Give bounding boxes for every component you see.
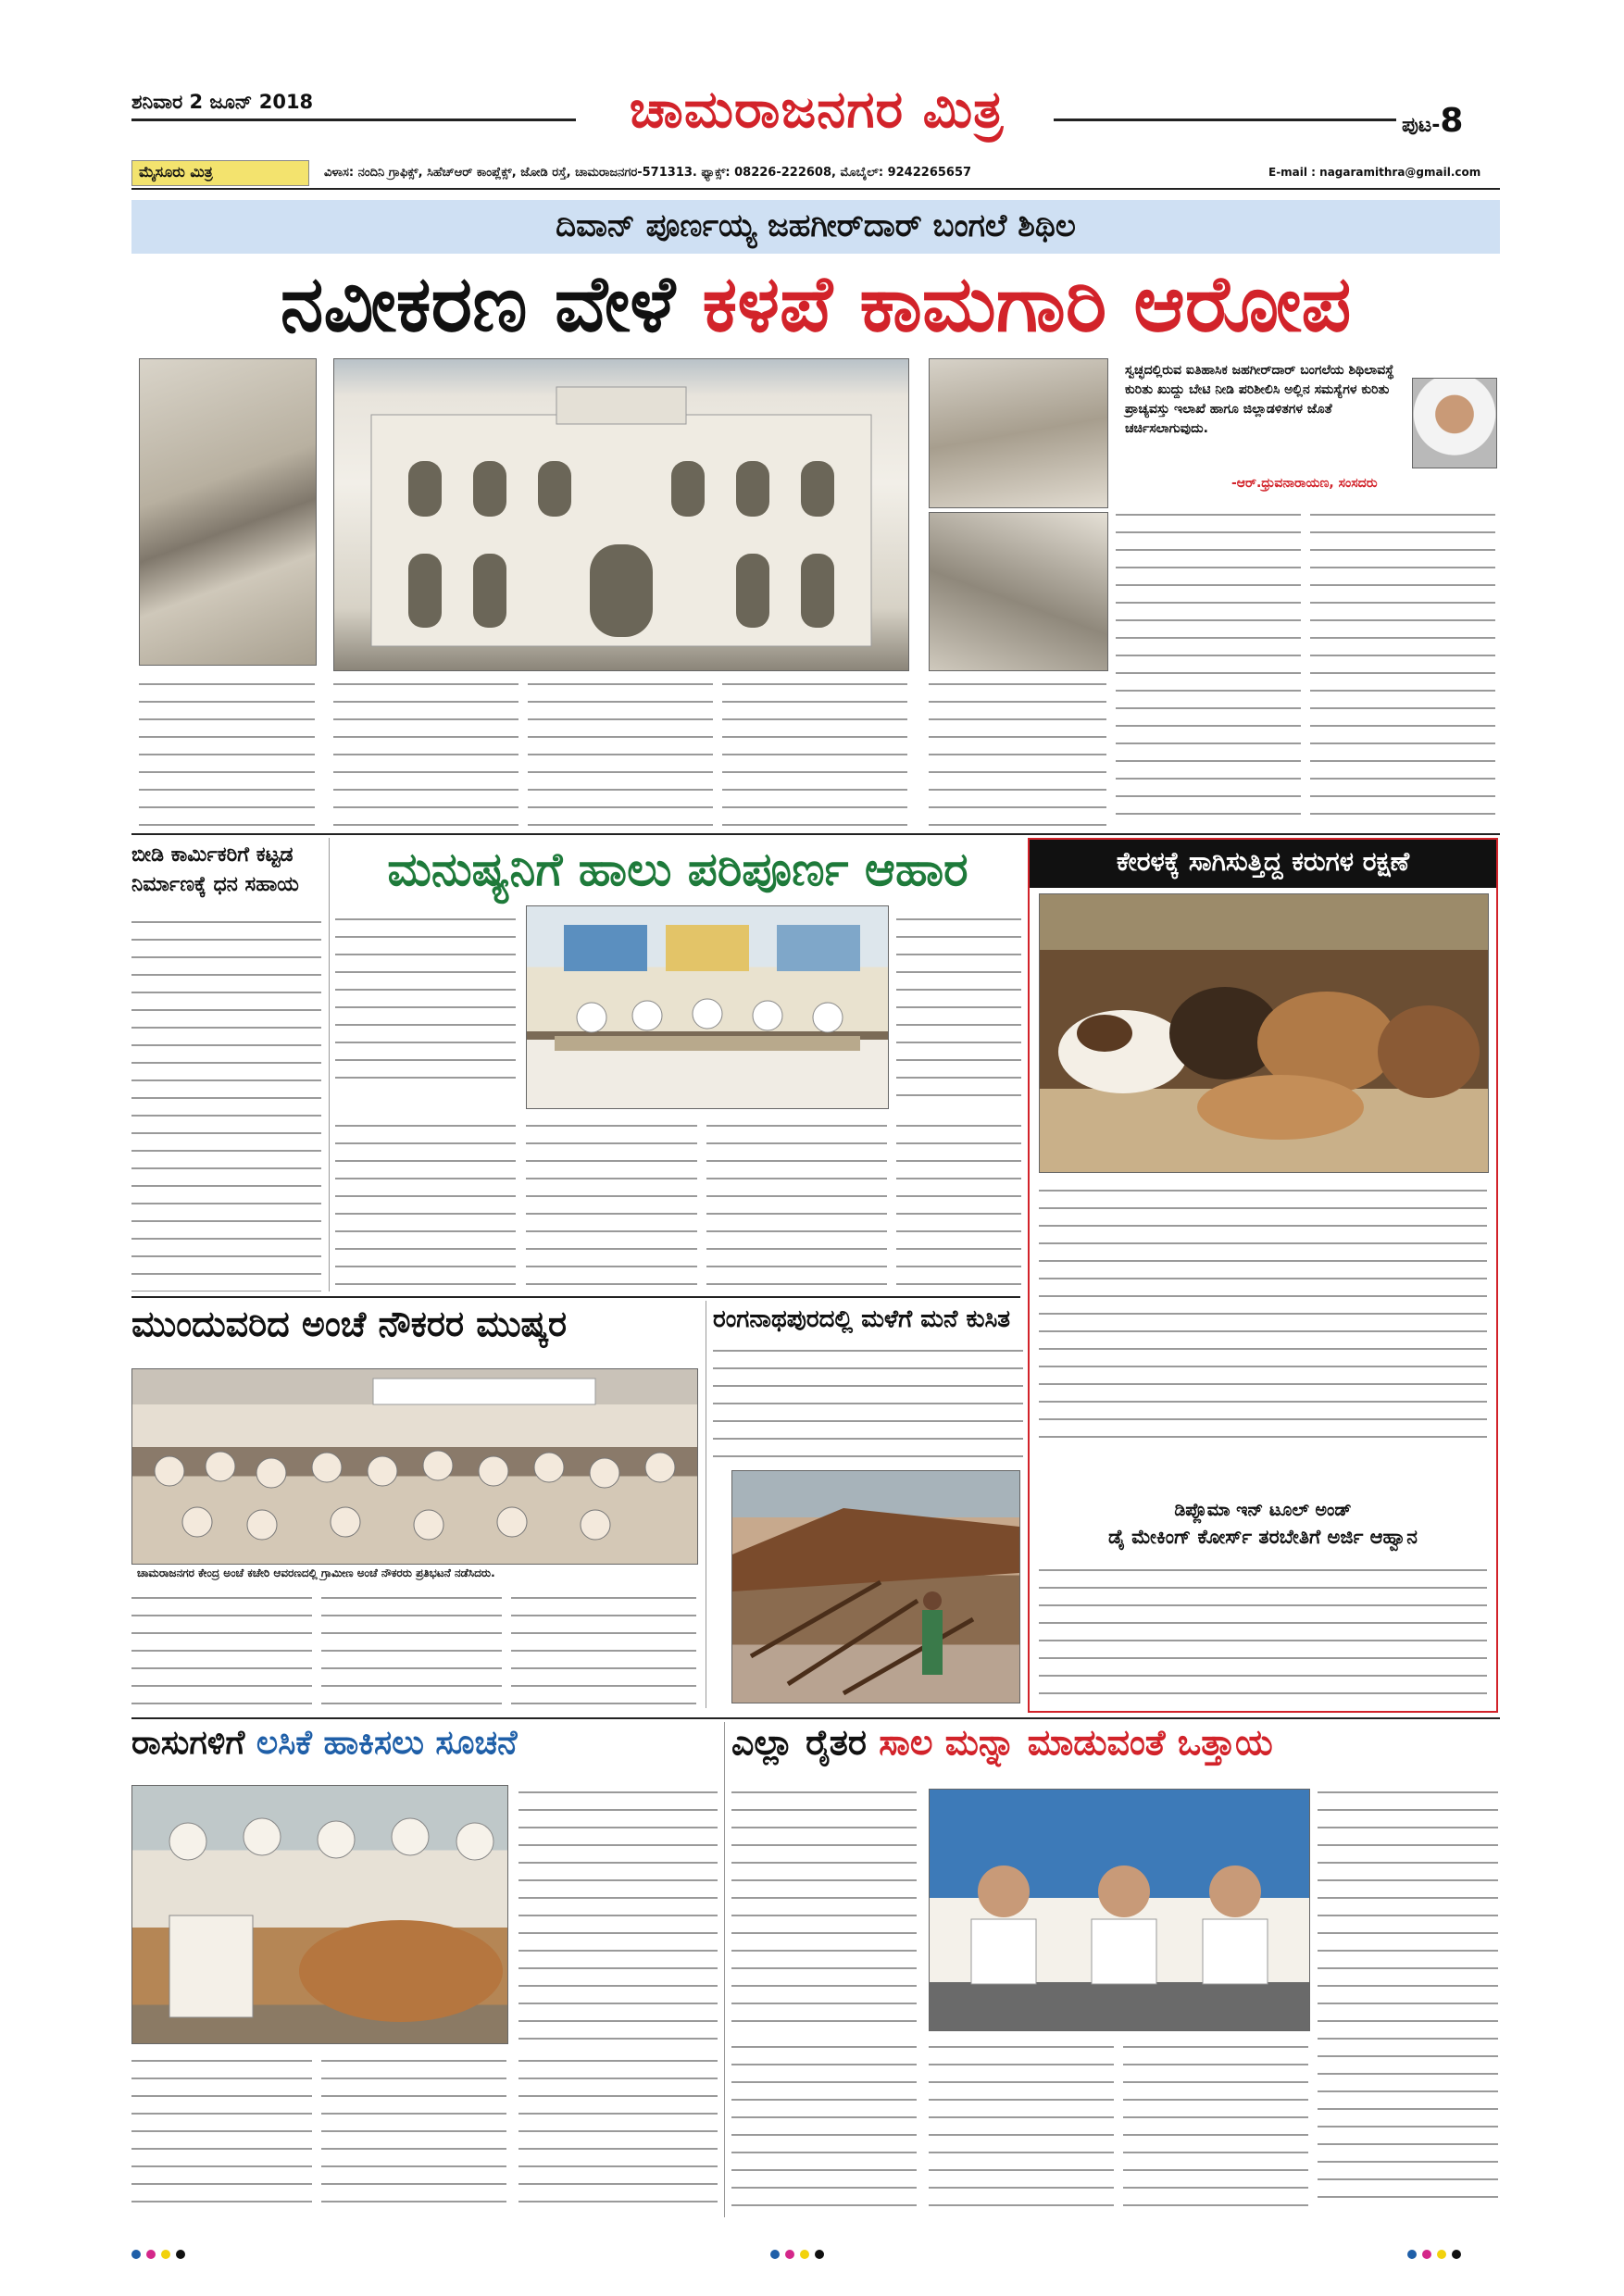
vaccine-headline bbox=[131, 1724, 724, 1763]
vaccine-body-col-4 bbox=[518, 2051, 718, 2213]
bungalow-photo bbox=[333, 358, 909, 671]
loan-body-col-4 bbox=[929, 2037, 1114, 2213]
masthead-bottom-rule bbox=[131, 188, 1500, 190]
edition-label: ಮೈಸೂರು ಮಿತ್ರ bbox=[139, 163, 213, 181]
cattle-vaccination-photo bbox=[131, 1785, 508, 2044]
loan-headline bbox=[731, 1722, 1500, 1764]
newspaper-title: ಚಾಮರಾಜನಗರ ಮಿತ್ರ bbox=[629, 80, 1005, 140]
email-line: E-mail : nagaramithra@gmail.com bbox=[1268, 166, 1481, 179]
rain-body bbox=[713, 1341, 1023, 1466]
mp-portrait bbox=[1412, 378, 1497, 468]
mp-quote-author: -ಆರ್.ಧ್ರುವನಾರಾಯಣ, ಸಂಸದರು bbox=[1231, 476, 1378, 491]
milk-body-col-1 bbox=[335, 909, 516, 1085]
milk-body-col-3 bbox=[335, 1116, 516, 1292]
mp-quote: ಸ್ವಚ್ಛದಲ್ಲಿರುವ ಐತಿಹಾಸಿಕ ಜಹಗೀರ್‌ದಾರ್ ಬಂಗಲೆಯ ಶಿಥಿಲಾವಸ್ಥೆ ಕುರಿತು ಖುದ್ದು ಬೇಟಿ ನೀಡಿ ಪರಿಶೀಲಿಸಿ ಅಲ್ಲಿನ ಸಮಸ್ಯೆಗಳ ಕುರಿತು ಪ್ರಾಚ್ಯವಸ್ತು ಇಲಾಖೆ ಹಾಗೂ ಜಿಲ್ಲಾಡಳಿತಗಳ ಜೊತೆ ಚರ್ಚಿಸಲಾಗುವುದು. bbox=[1125, 363, 1394, 436]
print-registration-left bbox=[131, 2245, 191, 2263]
vaccine-body-col-3 bbox=[321, 2051, 506, 2213]
postal-body-col-3 bbox=[511, 1588, 696, 1708]
postal-body-col-1 bbox=[131, 1588, 312, 1708]
lead-headline bbox=[131, 257, 1500, 350]
milk-event-illustration bbox=[527, 906, 888, 1108]
lead-body-col-5 bbox=[929, 674, 1106, 830]
beedi-headline: ಬೀಡಿ ಕಾರ್ಮಿಕರಿಗೆ ಕಟ್ಟಡ ನಿರ್ಮಾಣಕ್ಕೆ ಧನ ಸಹಾಯ bbox=[131, 843, 299, 896]
postal-protest-illustration bbox=[132, 1369, 697, 1564]
issue-date: ಶನಿವಾರ 2 ಜೂನ್ 2018 bbox=[131, 91, 314, 113]
crack-photo-left bbox=[139, 358, 317, 666]
lead-body-col-4 bbox=[722, 674, 907, 830]
print-registration-center bbox=[770, 2245, 830, 2263]
kerala-body bbox=[1039, 1180, 1487, 1454]
vaccine-headline-blue: ಲಸಿಕೆ ಹಾಕಿಸಲು ಸೂಚನೆ bbox=[256, 1724, 518, 1762]
press-meet-photo bbox=[929, 1789, 1310, 2031]
lead-kicker: ದಿವಾನ್ ಪೂರ್ಣಯ್ಯ ಜಹಗೀರ್‌ದಾರ್ ಬಂಗಲೆ ಶಿಥಿಲ bbox=[556, 207, 1076, 244]
crack-photo-right-bottom bbox=[929, 512, 1108, 671]
diploma-body bbox=[1039, 1560, 1487, 1703]
lead-body-col-6 bbox=[1116, 505, 1301, 829]
beedi-divider bbox=[329, 838, 330, 1292]
print-registration-right bbox=[1407, 2245, 1467, 2263]
loan-headline-red: ಸಾಲ ಮನ್ನಾ ಮಾಡುವಂತೆ ಒತ್ತಾಯ bbox=[879, 1722, 1273, 1763]
milk-body-col-5 bbox=[706, 1116, 887, 1292]
calves-illustration bbox=[1040, 894, 1488, 1172]
crack-photo-right-top bbox=[929, 358, 1108, 508]
masthead-rule-left bbox=[131, 119, 576, 121]
postal-headline: ಮುಂದುವರಿದ ಅಂಚೆ ನೌಕರರ ಮುಷ್ಕರ bbox=[131, 1304, 568, 1344]
cattle-vaccination-illustration bbox=[132, 1786, 507, 2043]
loan-body-col-3 bbox=[731, 2037, 917, 2213]
beedi-body bbox=[131, 912, 321, 1292]
lead-body-col-2 bbox=[333, 674, 518, 830]
collapsed-house-illustration bbox=[732, 1471, 1019, 1703]
vaccine-body-col-1 bbox=[518, 1782, 718, 2046]
milk-headline: ಮನುಷ್ಯನಿಗೆ ಹಾಲು ಪರಿಪೂರ್ಣ ಆಹಾರ bbox=[387, 842, 968, 896]
loan-headline-black: ಎಲ್ಲಾ ರೈತರ bbox=[731, 1722, 868, 1763]
milk-bottom-rule bbox=[131, 1296, 1020, 1298]
diploma-headline-2: ಡೈ ಮೇಕಿಂಗ್ ಕೋರ್ಸ್ ತರಬೇತಿಗೆ ಅರ್ಜಿ ಆಹ್ವಾನ bbox=[1108, 1526, 1418, 1548]
vaccine-headline-black: ರಾಸುಗಳಿಗೆ bbox=[131, 1724, 245, 1762]
lead-body-col-7 bbox=[1310, 505, 1495, 829]
bungalow-illustration bbox=[334, 359, 908, 670]
page-number bbox=[1402, 102, 1463, 140]
masthead-rule-right bbox=[1054, 119, 1396, 121]
postal-protest-photo bbox=[131, 1368, 698, 1565]
lead-headline-red: ಕಳಪೆ ಕಾಮಗಾರಿ ಆರೋಪ bbox=[702, 258, 1352, 349]
lead-body-col-3 bbox=[528, 674, 713, 830]
page-label: ಪುಟ- bbox=[1402, 114, 1441, 137]
calves-photo bbox=[1039, 893, 1489, 1173]
lead-bottom-rule bbox=[131, 833, 1500, 835]
milk-body-col-4 bbox=[526, 1116, 697, 1292]
diploma-headline-1: ಡಿಪ್ಲೊಮಾ ಇನ್ ಟೂಲ್ ಅಂಡ್ bbox=[1174, 1500, 1352, 1520]
loan-divider bbox=[724, 1722, 725, 2217]
kerala-headline: ಕೇರಳಕ್ಕೆ ಸಾಗಿಸುತ್ತಿದ್ದ ಕರುಗಳ ರಕ್ಷಣೆ bbox=[1116, 846, 1410, 877]
postal-caption: ಚಾಮರಾಜನಗರ ಕೇಂದ್ರ ಅಂಚೆ ಕಚೇರಿ ಆವರಣದಲ್ಲಿ ಗ್ರಾಮೀಣ ಅಂಚೆ ನೌಕರರು ಪ್ರತಿಭಟನೆ ನಡೆಸಿದರು. bbox=[137, 1566, 495, 1579]
section-bottom-rule bbox=[131, 1717, 1500, 1719]
collapsed-house-photo bbox=[731, 1470, 1020, 1703]
loan-body-col-1 bbox=[731, 1782, 917, 2032]
postal-body-col-2 bbox=[321, 1588, 502, 1708]
page-number-value: 8 bbox=[1440, 102, 1464, 140]
loan-body-col-2 bbox=[1318, 1782, 1498, 2213]
address-line: ವಿಳಾಸ: ನಂದಿನಿ ಗ್ರಾಫಿಕ್ಸ್, ಸಿಹೆಚ್‌ಆರ್ ಕಾಂಪ್ಲೆಕ್ಸ್, ಜೋಡಿ ರಸ್ತೆ, ಚಾಮರಾಜನಗರ-571313. ಫ್ಯಾಕ್ಸ್: 08226-222608, ಮೊಬೈಲ್: 9242265657 bbox=[324, 166, 972, 180]
press-meet-illustration bbox=[930, 1790, 1309, 2030]
milk-body-col-6 bbox=[896, 1116, 1021, 1292]
vaccine-body-col-2 bbox=[131, 2051, 312, 2213]
milk-body-col-2 bbox=[896, 909, 1021, 1108]
milk-event-photo bbox=[526, 905, 889, 1109]
lead-body-col-1 bbox=[139, 674, 315, 830]
rain-headline: ರಂಗನಾಥಪುರದಲ್ಲಿ ಮಳೆಗೆ ಮನೆ ಕುಸಿತ bbox=[713, 1305, 1011, 1333]
loan-body-col-5 bbox=[1123, 2037, 1308, 2213]
lead-headline-black: ನವೀಕರಣ ವೇಳೆ bbox=[280, 258, 676, 349]
